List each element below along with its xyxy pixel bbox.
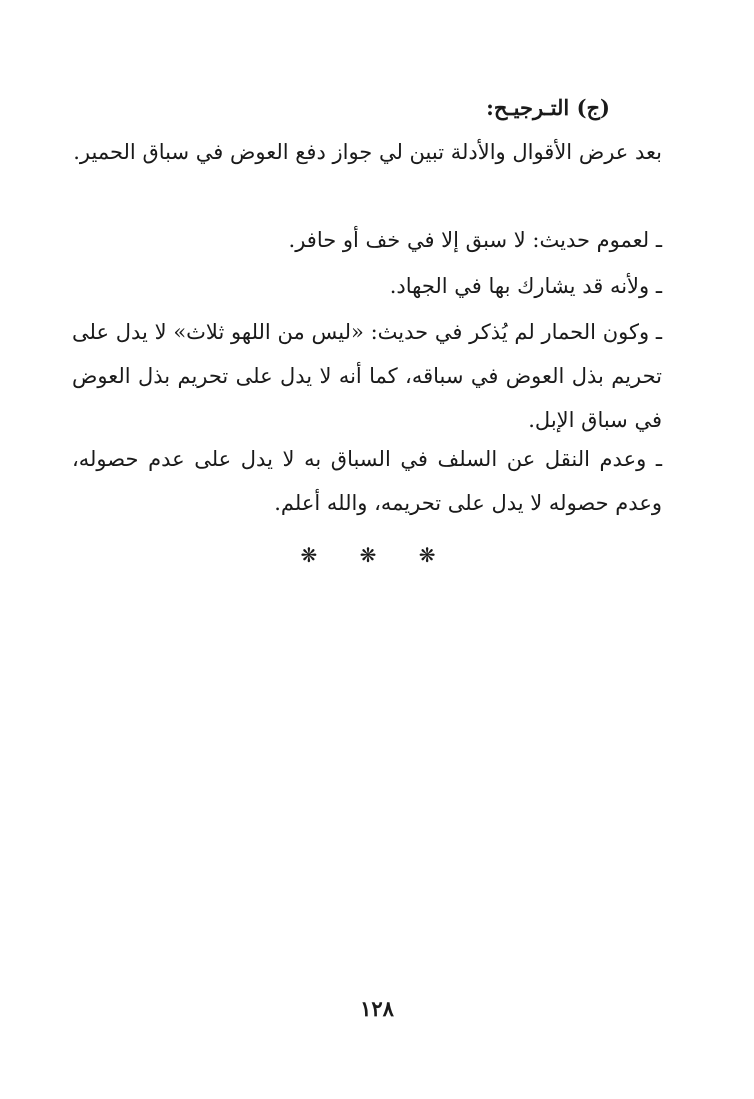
intro-paragraph: بعد عرض الأقوال والأدلة تبين لي جواز دفع العوض في سباق الحمير. bbox=[73, 140, 662, 164]
reason-item-4: ـ وعدم النقل عن السلف في السباق به لا يدل على عدم حصوله، وعدم حصوله لا يدل على تحريمه، والله أعلم. bbox=[72, 447, 662, 515]
page-number: ١٢٨ bbox=[360, 996, 394, 1021]
reason-item-1: ـ لعموم حديث: لا سبق إلا في خف أو حافر. bbox=[288, 228, 662, 252]
reason-item-3: ـ وكون الحمار لم يُذكر في حديث: «ليس من اللهو ثلاث» لا يدل على تحريم بذل العوض في سباقه، كما أنه لا يدل على تحريم بذل العوض في سباق الإبل. bbox=[72, 320, 662, 432]
reason-item-2: ـ ولأنه قد يشارك بها في الجهاد. bbox=[389, 274, 662, 298]
section-separator: ❋ ❋ ❋ bbox=[300, 543, 454, 567]
section-heading: (ج) التـرجيـح: bbox=[486, 95, 610, 120]
